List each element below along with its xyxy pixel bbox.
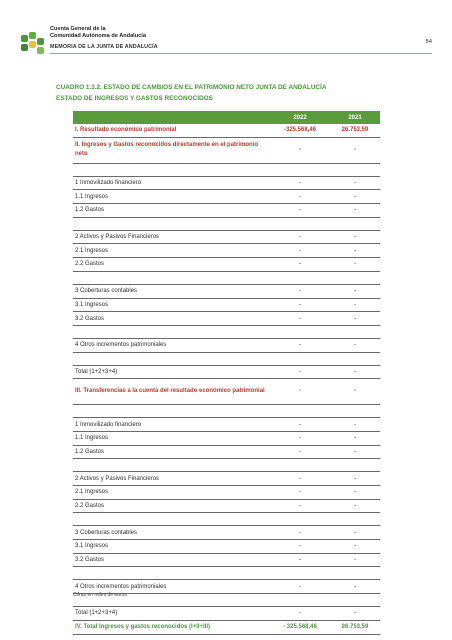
table-row [73, 365, 380, 379]
value-2021 [330, 163, 380, 176]
value-2021: - [330, 379, 380, 405]
spacer-row [73, 163, 380, 176]
value-2021: - [330, 580, 380, 594]
table-row [73, 137, 380, 163]
row-label: 2.1 Ingresos [73, 244, 270, 258]
table-row [73, 540, 380, 554]
table-row [73, 620, 380, 634]
org-line-2: Comunidad Autónoma de Andalucía [50, 33, 146, 39]
value-2022: - [270, 244, 330, 258]
value-2022: - [270, 526, 330, 540]
value-2021: 26.753,59 [330, 620, 380, 634]
row-label: 2.2 Gastos [73, 499, 270, 513]
value-2022: - [270, 298, 330, 312]
value-2022 [270, 513, 330, 526]
value-2022 [270, 405, 330, 418]
header-2022: 2022 [270, 111, 330, 124]
row-label [73, 405, 270, 418]
spacer-row [73, 217, 380, 230]
table-row [73, 499, 380, 513]
spacer-row [73, 352, 380, 365]
row-label: 2 Activos y Pasivos Financieros [73, 472, 270, 486]
value-2022: - [270, 338, 330, 352]
row-label: 1 Inmovilizado financiero [73, 418, 270, 432]
row-label [73, 271, 270, 284]
row-label: I. Resultado económico patrimonial [73, 124, 270, 137]
value-2021: - [330, 499, 380, 513]
table-row [73, 553, 380, 567]
header-label-col [73, 111, 270, 124]
value-2021: - [330, 176, 380, 190]
spacer-row [73, 567, 380, 580]
row-label: 2.1 Ingresos [73, 486, 270, 500]
value-2022: - [270, 365, 330, 379]
value-2021 [330, 594, 380, 607]
table-row [73, 472, 380, 486]
value-2022: - [270, 499, 330, 513]
row-label: 2 Activos y Pasivos Financieros [73, 230, 270, 244]
row-label [73, 325, 270, 338]
page-number: 54 [425, 39, 432, 45]
row-label: 2.2 Gastos [73, 258, 270, 272]
value-2021: - [330, 540, 380, 554]
value-2021: - [330, 258, 380, 272]
value-2022: - [270, 379, 330, 405]
table-title [56, 82, 326, 104]
table-row [73, 190, 380, 204]
value-2021: - [330, 418, 380, 432]
spacer-row [73, 405, 380, 418]
row-label: 1.2 Gastos [73, 445, 270, 459]
row-label: 1.2 Gastos [73, 204, 270, 218]
row-label: III. Transferencias a la cuenta del resultado económico patrimonial [73, 379, 270, 405]
row-label [73, 459, 270, 472]
table-header-row [73, 111, 380, 124]
row-label: Total (1+2+3+4) [73, 365, 270, 379]
org-name [50, 26, 146, 40]
table-row [73, 258, 380, 272]
value-2022: - [270, 445, 330, 459]
table-row [73, 312, 380, 326]
table-row [73, 298, 380, 312]
value-2021: - [330, 526, 380, 540]
value-2021: - [330, 365, 380, 379]
value-2022 [270, 594, 330, 607]
value-2021: - [330, 445, 380, 459]
value-2021 [330, 271, 380, 284]
table-row [73, 204, 380, 218]
value-2022: - [270, 580, 330, 594]
table-row [73, 431, 380, 445]
value-2022: - [270, 258, 330, 272]
value-2021: - [330, 338, 380, 352]
row-label: 4 Otros incrementos patrimoniales [73, 580, 270, 594]
row-label [73, 513, 270, 526]
value-2021: - [330, 204, 380, 218]
spacer-row [73, 325, 380, 338]
table-row [73, 230, 380, 244]
value-2022: - [270, 137, 330, 163]
title-line-1: CUADRO 1.3.2. ESTADO DE CAMBIOS EN EL PATRIMONIO NETO JUNTA DE ANDALUCÍA [56, 84, 327, 91]
value-2022: - [270, 190, 330, 204]
value-2022 [270, 567, 330, 580]
value-2022: - [270, 553, 330, 567]
value-2022: - [270, 230, 330, 244]
value-2021: - [330, 472, 380, 486]
value-2021: - [330, 312, 380, 326]
row-label: Total (1+2+3+4) [73, 607, 270, 621]
value-2021 [330, 459, 380, 472]
table-row [73, 284, 380, 298]
table-row [73, 338, 380, 352]
value-2021: - [330, 431, 380, 445]
row-label: 1 Inmovilizado financiero [73, 176, 270, 190]
org-line-1: Cuenta General de la [50, 26, 106, 32]
spacer-row [73, 271, 380, 284]
value-2022: - [270, 312, 330, 326]
units-note: Cifras en miles de euros [73, 592, 127, 598]
value-2021 [330, 217, 380, 230]
value-2021 [330, 325, 380, 338]
spacer-row [73, 513, 380, 526]
memoria-label: MEMORIA DE LA JUNTA DE ANDALUCÍA [50, 44, 158, 50]
row-label: 3 Coberturas contables [73, 526, 270, 540]
table-row [73, 607, 380, 621]
title-line-2: ESTADO DE INGRESOS Y GASTOS RECONOCIDOS [56, 95, 213, 102]
value-2021: - [330, 553, 380, 567]
value-2022: - [270, 607, 330, 621]
row-label: 3.2 Gastos [73, 312, 270, 326]
row-label: 4 Otros incrementos patrimoniales [73, 338, 270, 352]
table-row [73, 176, 380, 190]
row-label: 3.2 Gastos [73, 553, 270, 567]
value-2021: - [330, 607, 380, 621]
table-row [73, 379, 380, 405]
table-row [73, 124, 380, 137]
value-2021 [330, 513, 380, 526]
row-label: 1.1 Ingresos [73, 190, 270, 204]
header-divider [50, 53, 432, 54]
value-2021: 26.753,59 [330, 124, 380, 137]
row-label: 3.1 Ingresos [73, 298, 270, 312]
row-label: 3 Coberturas contables [73, 284, 270, 298]
table-body [73, 124, 380, 634]
table-row [73, 526, 380, 540]
value-2021: - [330, 298, 380, 312]
value-2022 [270, 217, 330, 230]
table-row [73, 486, 380, 500]
value-2022 [270, 325, 330, 338]
header-2021: 2021 [330, 111, 380, 124]
row-label: 3.1 Ingresos [73, 540, 270, 554]
patrimonio-table [73, 111, 380, 635]
value-2022: - 325.568,46 [270, 620, 330, 634]
value-2022: - [270, 418, 330, 432]
value-2021 [330, 352, 380, 365]
value-2021: - [330, 244, 380, 258]
value-2021 [330, 567, 380, 580]
table-row [73, 244, 380, 258]
value-2021: - [330, 486, 380, 500]
value-2022: - [270, 284, 330, 298]
value-2022: -325.568,46 [270, 124, 330, 137]
row-label [73, 217, 270, 230]
value-2022: - [270, 431, 330, 445]
row-label: IV. Total Ingresos y gastos reconocidos (I+II+III) [73, 620, 270, 634]
value-2022 [270, 352, 330, 365]
value-2021: - [330, 137, 380, 163]
value-2021 [330, 405, 380, 418]
value-2022 [270, 459, 330, 472]
value-2021: - [330, 230, 380, 244]
table-row [73, 418, 380, 432]
table-row [73, 445, 380, 459]
value-2022: - [270, 176, 330, 190]
row-label [73, 163, 270, 176]
row-label [73, 567, 270, 580]
value-2022 [270, 271, 330, 284]
value-2021: - [330, 284, 380, 298]
value-2022: - [270, 486, 330, 500]
row-label: II. Ingresos y Gastos reconocidos directamente en el patrimonio neto [73, 137, 270, 163]
row-label [73, 352, 270, 365]
value-2022 [270, 163, 330, 176]
value-2022: - [270, 204, 330, 218]
junta-andalucia-logo-icon [20, 30, 46, 56]
value-2021: - [330, 190, 380, 204]
row-label: 1.1 Ingresos [73, 431, 270, 445]
value-2022: - [270, 472, 330, 486]
value-2022: - [270, 540, 330, 554]
spacer-row [73, 459, 380, 472]
